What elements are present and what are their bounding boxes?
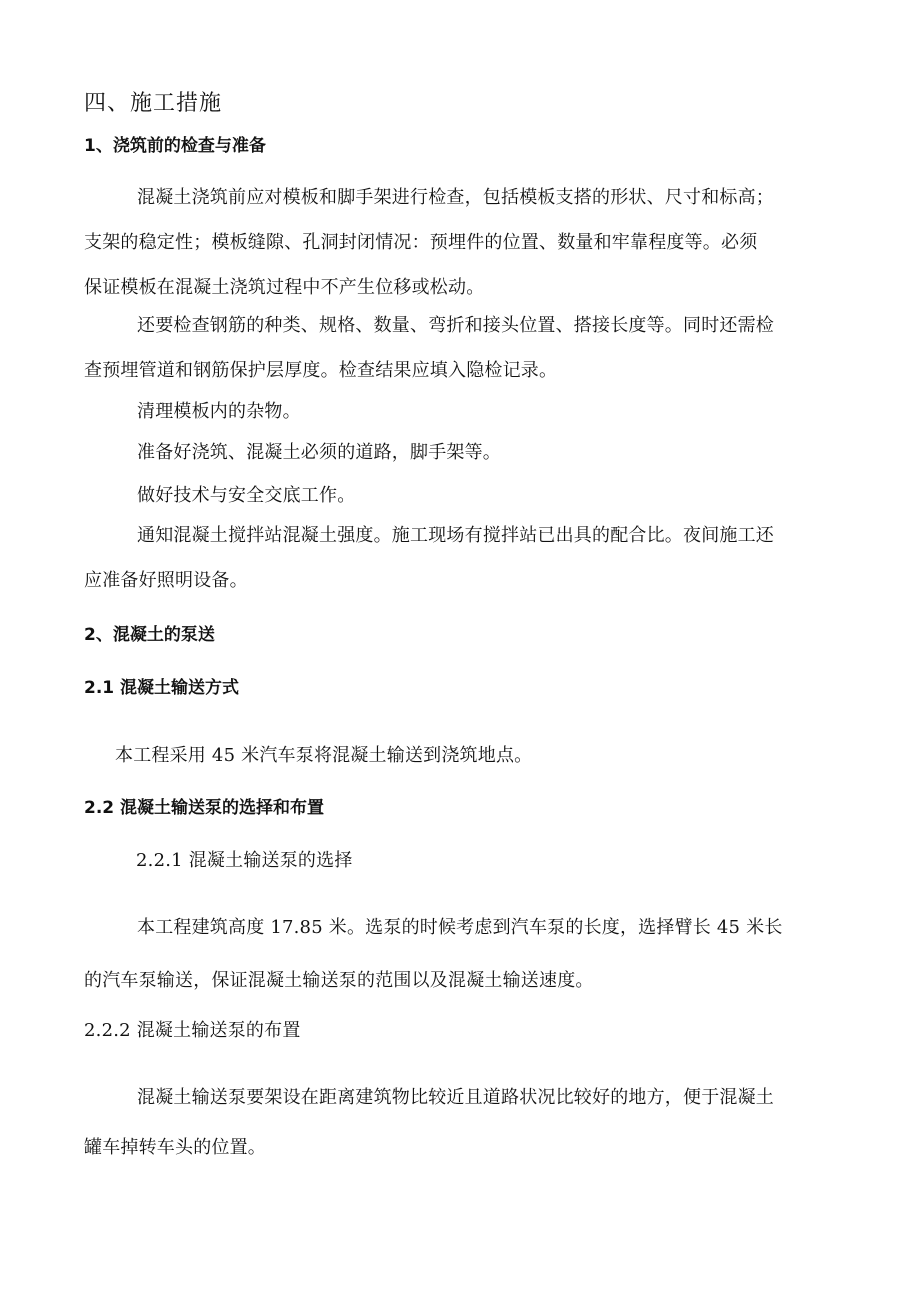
paragraph-line: 通知混凝土搅拌站混凝土强度。施工现场有搅拌站已出具的配合比。夜间施工还 bbox=[137, 525, 774, 546]
paragraph-formwork-check bbox=[0, 183, 774, 299]
paragraph-line: 应准备好照明设备。 bbox=[84, 570, 248, 591]
paragraph-line: 保证模板在混凝土浇筑过程中不产生位移或松动。 bbox=[84, 277, 485, 298]
section-2-heading: 2、混凝土的泵送 bbox=[84, 625, 215, 645]
section-1-heading: 1、浇筑前的检查与准备 bbox=[84, 136, 266, 156]
paragraph-delivery-method: 本工程采用 45 米汽车泵将混凝土输送到浇筑地点。 bbox=[115, 745, 533, 766]
paragraph-rebar-check bbox=[84, 311, 774, 382]
paragraph-line: 本工程建筑高度 17.85 米。选泵的时候考虑到汽车泵的长度，选择臂长 45 米长 bbox=[137, 917, 783, 938]
paragraph-notify-station bbox=[84, 521, 774, 592]
paragraph-pump-placement bbox=[84, 1083, 774, 1159]
paragraph-line: 混凝土浇筑前应对模板和脚手架进行检查，包括模板支搭的形状、尺寸和标高； bbox=[137, 187, 774, 208]
section-2-2-2-heading: 2.2.2 混凝土输送泵的布置 bbox=[84, 1020, 301, 1041]
paragraph-clean-formwork: 清理模板内的杂物。 bbox=[137, 401, 301, 422]
section-2-2-1-heading: 2.2.1 混凝土输送泵的选择 bbox=[136, 850, 353, 871]
paragraph-line: 罐车掉转车头的位置。 bbox=[84, 1137, 266, 1158]
paragraph-safety-briefing: 做好技术与安全交底工作。 bbox=[137, 485, 356, 506]
section-2-2-heading: 2.2 混凝土输送泵的选择和布置 bbox=[84, 798, 325, 818]
paragraph-line: 还要检查钢筋的种类、规格、数量、弯折和接头位置、搭接长度等。同时还需检 bbox=[137, 315, 774, 336]
paragraph-line: 的汽车泵输送，保证混凝土输送泵的范围以及混凝土输送速度。 bbox=[84, 970, 594, 991]
section-2-1-heading: 2.1 混凝土输送方式 bbox=[84, 678, 240, 698]
paragraph-prepare-roads: 准备好浇筑、混凝土必须的道路，脚手架等。 bbox=[137, 442, 501, 463]
chapter-title: 四、施工措施 bbox=[84, 91, 223, 116]
paragraph-line: 查预埋管道和钢筋保护层厚度。检查结果应填入隐检记录。 bbox=[84, 360, 558, 381]
paragraph-line: 支架的稳定性；模板缝隙、孔洞封闭情况：预埋件的位置、数量和牢靠程度等。必须 bbox=[84, 232, 758, 253]
paragraph-line: 混凝土输送泵要架设在距离建筑物比较近且道路状况比较好的地方，便于混凝土 bbox=[137, 1087, 774, 1108]
paragraph-pump-selection bbox=[84, 913, 783, 992]
